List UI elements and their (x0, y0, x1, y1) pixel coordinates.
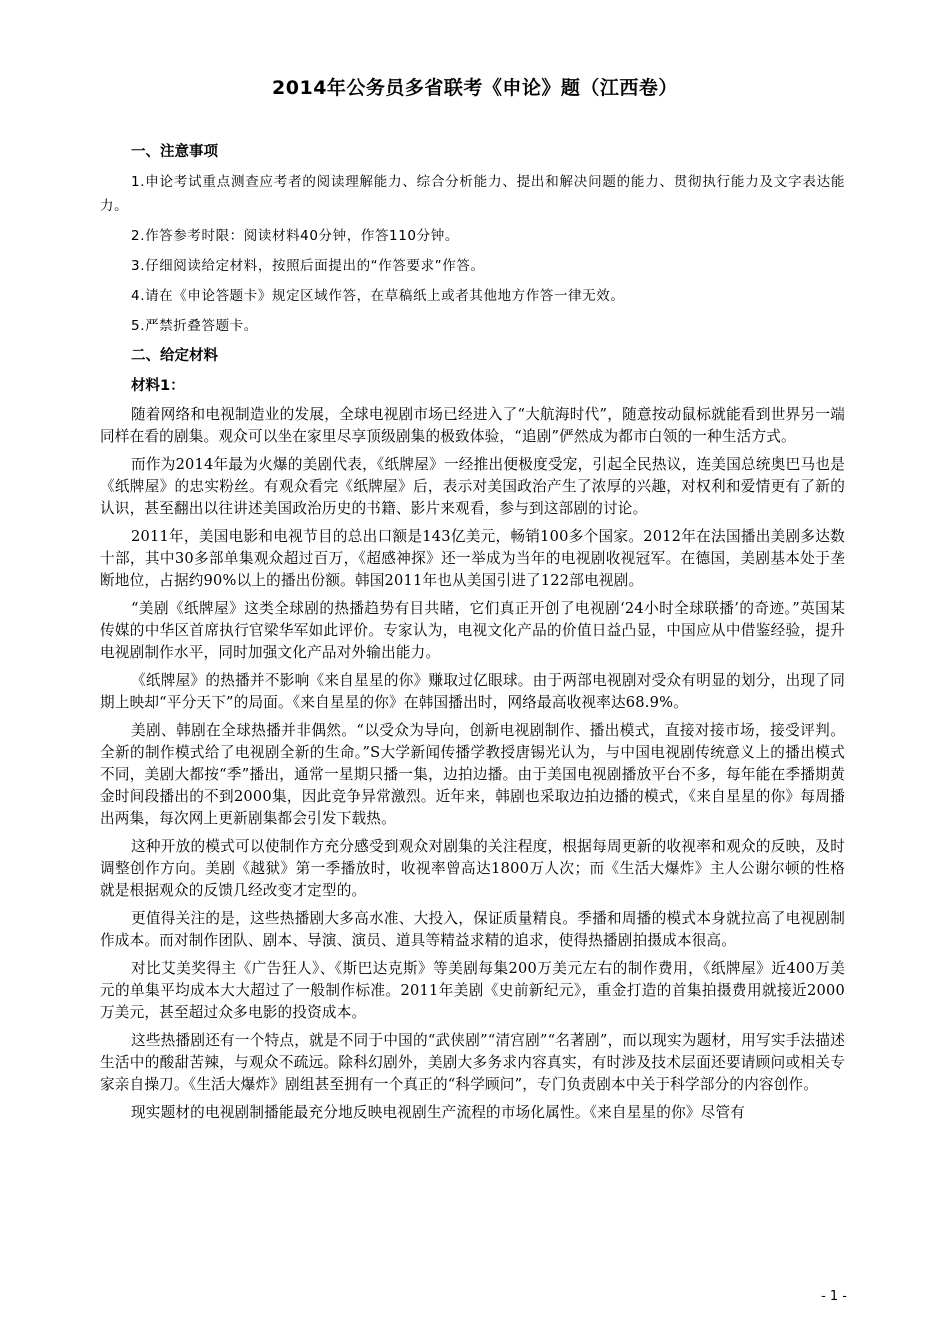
material-paragraph: 《纸牌屋》的热播并不影响《来自星星的你》赚取过亿眼球。由于两部电视剧对受众有明显的划分，出现了同期上映却“平分天下”的局面。《来自星星的你》在韩国播出时，网络最高收视率达68.9%。 (100, 672, 845, 711)
note-item: 3.仔细阅读给定材料，按照后面提出的“作答要求”作答。 (131, 258, 485, 274)
material-paragraph: 现实题材的电视剧制播能最充分地反映电视剧生产流程的市场化属性。《来自星星的你》尽管有 (131, 1104, 746, 1121)
page-number: - 1 - (821, 1289, 847, 1304)
material-label: 材料1： (131, 378, 185, 394)
material-paragraph: 这些热播剧还有一个特点，就是不同于中国的“武侠剧”“清宫剧”“名著剧”，而以现实为题材，用写实手法描述生活中的酸甜苦辣，与观众不疏远。除科幻剧外，美剧大多务求内容真实，有时涉及技术层面还要请顾问或相关专家亲自操刀。《生活大爆炸》剧组甚至拥有一个真正的“科学顾问”，专门负责剧本中关于科学部分的内容创作。 (100, 1032, 845, 1093)
note-item: 4.请在《申论答题卡》规定区域作答，在草稿纸上或者其他地方作答一律无效。 (131, 288, 625, 304)
section-heading-materials: 二、给定材料 (131, 348, 218, 364)
note-item: 5.严禁折叠答题卡。 (131, 318, 258, 334)
material-paragraph: 2011年，美国电影和电视节目的总出口额是143亿美元，畅销100多个国家。2012年在法国播出美剧多达数十部，其中30多部单集观众超过百万，《超感神探》还一举成为当年的电视剧收视冠军。在德国，美剧基本处于垄断地位，占据约90%以上的播出份额。韩国2011年也从美国引进了122部电视剧。 (100, 528, 845, 589)
document-title: 2014年公务员多省联考《申论》题（江西卷） (272, 77, 678, 99)
note-item: 2.作答参考时限：阅读材料40分钟，作答110分钟。 (131, 228, 459, 244)
material-paragraph: 对比艾美奖得主《广告狂人》、《斯巴达克斯》等美剧每集200万美元左右的制作费用，《纸牌屋》近400万美元的单集平均成本大大超过了一般制作标准。2011年美剧《史前新纪元》，重金打造的首集拍摄费用就接近2000万美元，甚至超过众多电影的投资成本。 (100, 960, 845, 1021)
material-paragraph: 而作为2014年最为火爆的美剧代表，《纸牌屋》一经推出便极度受宠，引起全民热议，连美国总统奥巴马也是《纸牌屋》的忠实粉丝。有观众看完《纸牌屋》后，表示对美国政治产生了浓厚的兴趣，对权利和爱情更有了新的认识，甚至翻出以往讲述美国政治历史的书籍、影片来观看，参与到这部剧的讨论。 (100, 456, 845, 517)
material-paragraph: “美剧《纸牌屋》这类全球剧的热播趋势有目共睹，它们真正开创了电视剧‘24小时全球联播’的奇迹。”英国某传媒的中华区首席执行官梁华军如此评价。专家认为，电视文化产品的价值日益凸显，中国应从中借鉴经验，提升电视剧制作水平，同时加强文化产品对外输出能力。 (100, 600, 845, 661)
material-paragraph: 更值得关注的是，这些热播剧大多高水准、大投入，保证质量精良。季播和周播的模式本身就拉高了电视剧制作成本。而对制作团队、剧本、导演、演员、道具等精益求精的追求，使得热播剧拍摄成本很高。 (100, 910, 845, 949)
material-paragraph: 这种开放的模式可以使制作方充分感受到观众对剧集的关注程度，根据每周更新的收视率和观众的反映，及时调整创作方向。美剧《越狱》第一季播放时，收视率曾高达1800万人次；而《生活大爆炸》主人公谢尔顿的性格就是根据观众的反馈几经改变才定型的。 (100, 838, 845, 899)
note-item: 1.申论考试重点测查应考者的阅读理解能力、综合分析能力、提出和解决问题的能力、贯彻执行能力及文字表达能力。 (100, 174, 845, 214)
section-heading-notes: 一、注意事项 (131, 144, 218, 160)
document-body (100, 140, 845, 1130)
material-paragraph: 随着网络和电视制造业的发展，全球电视剧市场已经进入了“大航海时代”，随意按动鼠标就能看到世界另一端同样在看的剧集。观众可以坐在家里尽享顶级剧集的极致体验，“追剧”俨然成为都市白领的一种生活方式。 (100, 406, 845, 445)
material-paragraph: 美剧、韩剧在全球热播并非偶然。“以受众为导向，创新电视剧制作、播出模式，直接对接市场，接受评判。全新的制作模式给了电视剧全新的生命。”S大学新闻传播学教授唐锡光认为，与中国电视剧传统意义上的播出模式不同，美剧大都按“季”播出，通常一星期只播一集，边拍边播。由于美国电视剧播放平台不多，每年能在季播期黄金时间段播出的不到2000集，因此竞争异常激烈。近年来，韩剧也采取边拍边播的模式，《来自星星的你》每周播出两集，每次网上更新剧集都会引发下载热。 (100, 722, 845, 827)
